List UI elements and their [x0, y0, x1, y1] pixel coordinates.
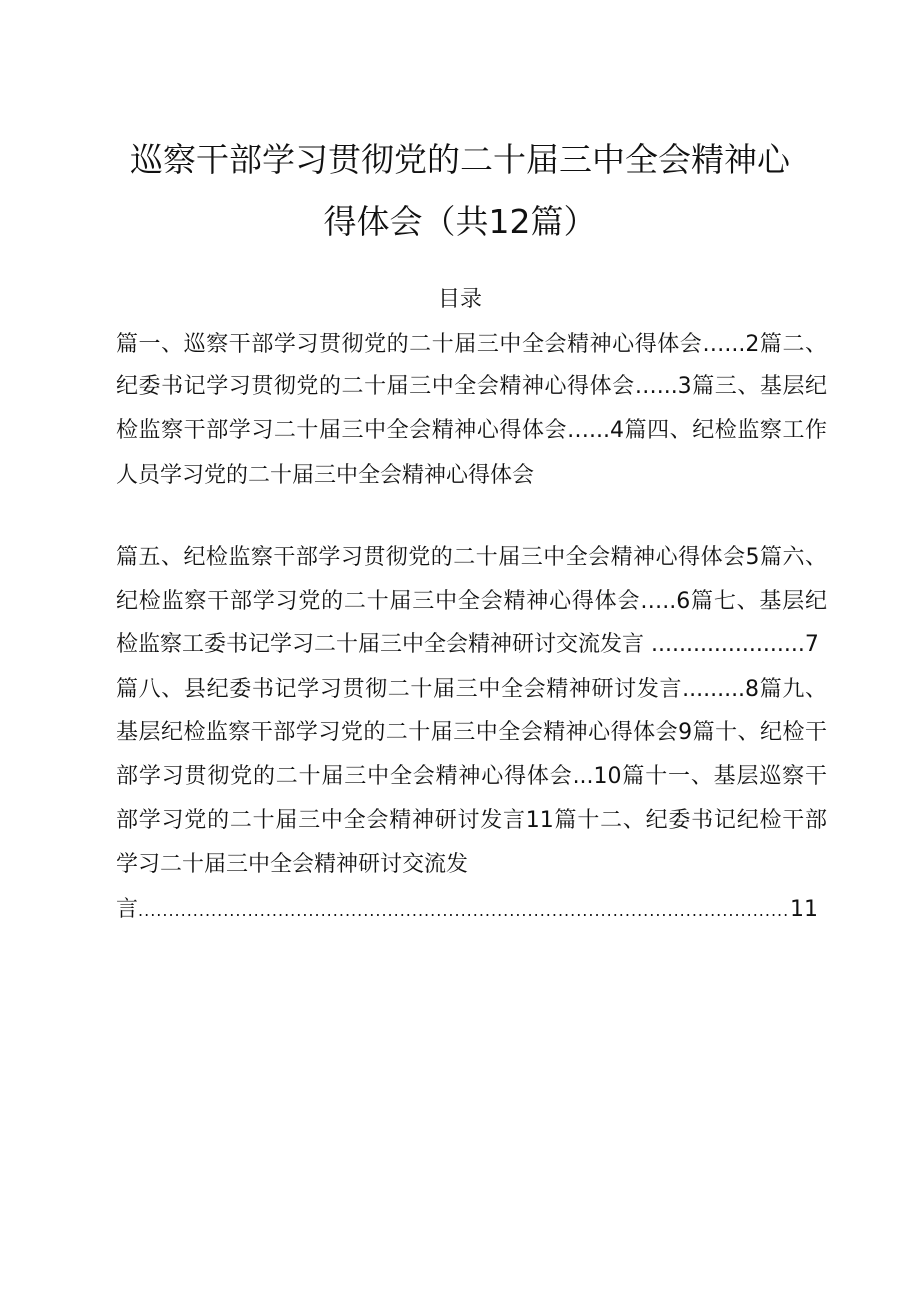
toc-line: 学习二十届三中全会精神研讨交流发	[116, 852, 469, 877]
toc-line: 纪委书记学习贯彻党的二十届三中全会精神心得体会…...3篇三、基层纪	[116, 374, 827, 399]
toc-line: 纪检监察干部学习党的二十届三中全会精神心得体会…..6篇七、基层纪	[116, 589, 827, 614]
toc-heading: 目录	[437, 287, 482, 312]
toc-line-last	[116, 895, 818, 926]
toc-line: 篇五、纪检监察干部学习贯彻党的二十届三中全会精神心得体会5篇六、	[116, 545, 827, 570]
toc-line: 检监察工委书记学习二十届三中全会精神研讨交流发言 ......................7	[116, 632, 819, 657]
toc-line: 检监察干部学习二十届三中全会精神心得体会…...4篇四、纪检监察工作	[116, 418, 827, 443]
toc-line: 人员学习党的二十届三中全会精神心得体会	[116, 463, 535, 488]
toc-last-line-text: 言	[116, 897, 139, 922]
toc-line: 篇一、巡察干部学习贯彻党的二十届三中全会精神心得体会…...2篇二、	[116, 332, 827, 357]
toc-dot-leader	[138, 896, 790, 926]
toc-line: 部学习党的二十届三中全会精神研讨发言11篇十二、纪委书记纪检干部	[116, 808, 827, 833]
document-title-line-2: 得体会（共12篇）	[323, 202, 597, 241]
toc-line: 部学习贯彻党的二十届三中全会精神心得体会...10篇十一、基层巡察干	[116, 764, 827, 789]
toc-line: 篇八、县纪委书记学习贯彻二十届三中全会精神研讨发言.........8篇九、	[116, 677, 827, 702]
toc-page-number: 11	[790, 897, 818, 922]
document-title-line-1: 巡察干部学习贯彻党的二十届三中全会精神心	[130, 140, 790, 179]
toc-line: 基层纪检监察干部学习党的二十届三中全会精神心得体会9篇十、纪检干	[116, 720, 827, 745]
